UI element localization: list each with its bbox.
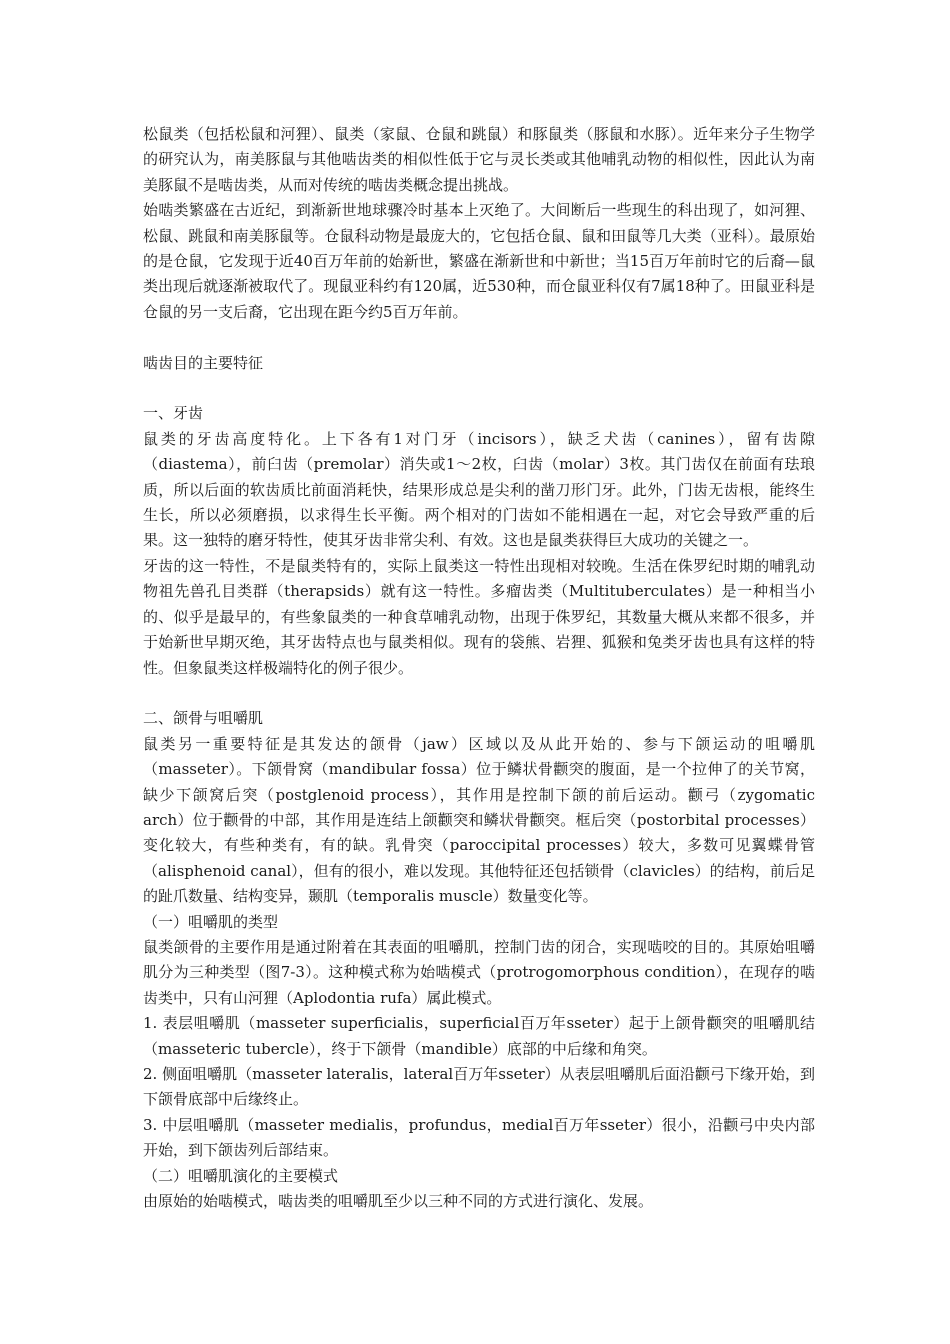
- paragraph-jaw-function: 鼠类颌骨的主要作用是通过附着在其表面的咀嚼肌，控制门齿的闭合，实现啮咬的目的。其原始咀嚼肌分为三种类型（图7-3）。这种模式称为始啮模式（protrogomorphous condition），在现存的啮齿类中，只有山河狸（Aplodontia rufa）属此模式。: [143, 937, 815, 1007]
- spacer: [143, 376, 815, 401]
- paragraph-teeth-history: 牙齿的这一特性，不是鼠类特有的，实际上鼠类这一特性出现相对较晚。生活在侏罗纪时期的哺乳动物祖先兽孔目类群（therapsids）就有这一特性。多瘤齿类（Multituberculates）是一种相当小的、似乎是最早的，有些象鼠类的一种食草哺乳动物，出现于侏罗纪，其数量大概从来都不很多，并于始新世早期灭绝，其牙齿特点也与鼠类相似。现有的袋熊、岩狸、狐猴和兔类牙齿也具有这样的特性。但象鼠类这样极端特化的例子很少。: [143, 556, 815, 677]
- spacer: [143, 681, 815, 706]
- paragraph-rodent-groups: 松鼠类（包括松鼠和河狸）、鼠类（家鼠、仓鼠和跳鼠）和豚鼠类（豚鼠和水豚）。近年来分子生物学的研究认为，南美豚鼠与其他啮齿类的相似性低于它与灵长类或其他哺乳动物的相似性，因此认为南美豚鼠不是啮齿类，从而对传统的啮齿类概念提出挑战。: [143, 125, 815, 194]
- subheading-muscle-evolution: （二）咀嚼肌演化的主要模式: [143, 1166, 339, 1185]
- list-item-superficial-masseter: 1. 表层咀嚼肌（masseter superficialis，superficial百万年sseter）起于上颌骨颧突的咀嚼肌结（masseteric tubercle），终于下颌骨（mandible）底部的中后缘和角突。: [143, 1014, 815, 1058]
- section-heading-teeth: 一、牙齿: [143, 404, 204, 423]
- paragraph-rodent-history: 始啮类繁盛在古近纪，到渐新世地球骤冷时基本上灭绝了。大间断后一些现生的科出现了，如河狸、松鼠、跳鼠和南美豚鼠等。仓鼠科动物是最庞大的，它包括仓鼠、鼠和田鼠等几大类（亚科）。最原始的是仓鼠，它发现于近40百万年前的始新世，繁盛在渐新世和中新世；当15百万年前时它的后裔—鼠类出现后就逐渐被取代了。现鼠亚科约有120属，近530种，而仓鼠亚科仅有7属18种了。田鼠亚科是仓鼠的另一支后裔，它出现在距今约5百万年前。: [143, 201, 815, 321]
- section-title-main-features: 啮齿目的主要特征: [143, 353, 264, 372]
- document-page: [143, 122, 815, 1214]
- section-heading-jaw-muscles: 二、颌骨与咀嚼肌: [143, 709, 264, 728]
- paragraph-teeth-specialization: 鼠类的牙齿高度特化。上下各有1对门牙（incisors），缺乏犬齿（canines），留有齿隙（diastema），前臼齿（premolar）消失或1～2枚，臼齿（molar）3枚。其门齿仅在前面有珐琅质，所以后面的软齿质比前面消耗快，结果形成总是尖利的凿刀形门牙。此外，门齿无齿根，能终生生长，所以必须磨损，以求得生长平衡。两个相对的门齿如不能相遇在一起，对它会导致严重的后果。这一独特的磨牙特性，使其牙齿非常尖利、有效。这也是鼠类获得巨大成功的关键之一。: [143, 429, 815, 550]
- subheading-muscle-types: （一）咀嚼肌的类型: [143, 912, 279, 931]
- list-item-medial-masseter: 3. 中层咀嚼肌（masseter medialis，profundus，medial百万年sseter）很小，沿颧弓中央内部开始，到下颌齿列后部结束。: [143, 1115, 815, 1160]
- paragraph-jaw-features: 鼠类另一重要特征是其发达的颌骨（jaw）区域以及从此开始的、参与下颌运动的咀嚼肌（masseter）。下颌骨窝（mandibular fossa）位于鳞状骨颧突的腹面，是一个拉伸了的关节窝，缺少下颌窝后突（postglenoid process），其作用是控制下颌的前后运动。颧弓（zygomatic arch）位于颧骨的中部，其作用是连结上颌颧突和鳞状骨颧突。框后突（postorbital processes）变化较大，有些种类有，有的缺。乳骨突（paroccipital processes）较大，多数可见翼蝶骨管（alisphenoid canal），但有的很小，难以发现。其他特征还包括锁骨（clavicles）的结构，前后足的趾爪数量、结构变异，颞肌（temporalis muscle）数量变化等。: [143, 734, 815, 906]
- paragraph-muscle-evolution: 由原始的始啮模式，啮齿类的咀嚼肌至少以三种不同的方式进行演化、发展。: [143, 1192, 654, 1211]
- list-item-lateral-masseter: 2. 侧面咀嚼肌（masseter lateralis，lateral百万年sseter）从表层咀嚼肌后面沿颧弓下缘开始，到下颌骨底部中后缘终止。: [143, 1064, 815, 1109]
- spacer: [143, 325, 815, 350]
